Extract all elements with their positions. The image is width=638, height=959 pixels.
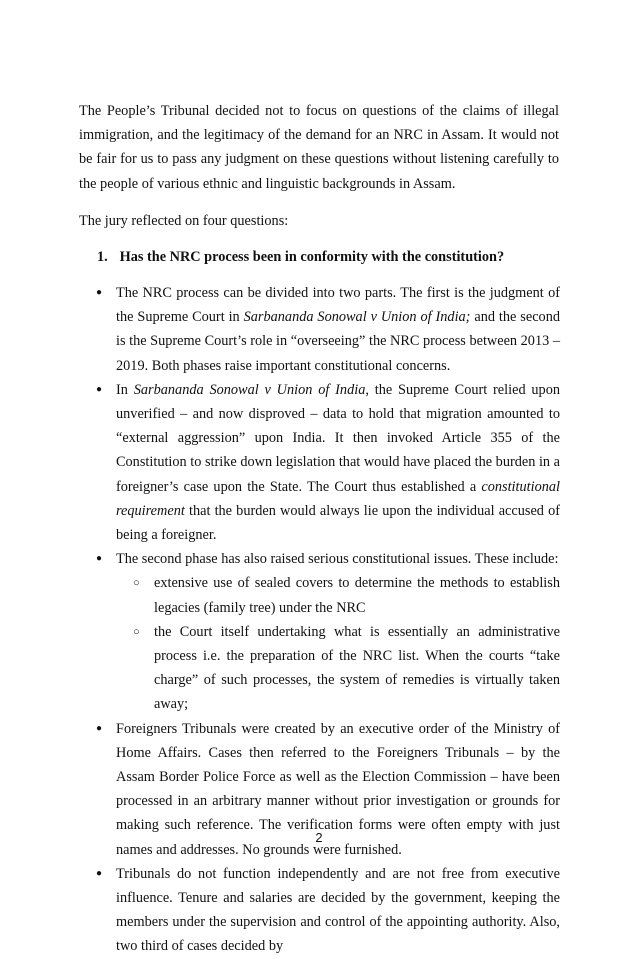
bullet-text: Foreigners Tribunals were created by an executive order of the Ministry of Home Affairs. Cases then referred to the Foreigners Tribunals – by the Assam Border Police Force as well as the Election Commission – have been processed in an arbitrary manner without prior investigation or grounds for making such reference. The verification forms were often empty with just names and addresses. No grounds were furnished. — [116, 720, 560, 858]
bullet-icon: ● — [96, 383, 103, 395]
lead-paragraph: The jury reflected on four questions: — [79, 213, 289, 229]
bullet-icon: ● — [96, 867, 103, 879]
bullet-text: , the Supreme Court relied upon unverified – and now disproved – data to hold that migration amounted to “external aggression” upon India. It then invoked Article 355 of the Constitution to strike down legislation that would have placed the burden in a foreigner’s case upon the State. The Court thus established a — [116, 381, 561, 495]
list-item — [0, 547, 560, 716]
bullet-text: Tribunals do not function independently and are not free from executive influence. Tenure and salaries are decided by the government, keeping the members under the supervision and control of the appointing authority. Also, two third of cases decided by — [116, 865, 560, 955]
bullet-icon: ● — [96, 722, 103, 734]
question-text: Has the NRC process been in conformity with the constitution? — [119, 249, 505, 265]
list-item — [0, 862, 560, 959]
emphasis-text: constitutional requirement — [116, 478, 560, 519]
bullet-text: In — [116, 381, 134, 398]
bullet-icon: ● — [96, 553, 103, 565]
sub-list-item — [116, 620, 560, 717]
list-item — [0, 281, 560, 378]
page-number: 2 — [315, 830, 323, 845]
case-name: Sarbananda Sonowal v Union of India; — [243, 309, 471, 326]
question-heading — [97, 245, 504, 269]
list-item — [0, 378, 560, 547]
sub-bullet-icon: ○ — [133, 625, 140, 638]
sub-bullet-icon: ○ — [133, 577, 140, 590]
bullet-list — [0, 281, 638, 959]
bullet-text: The second phase has also raised serious constitutional issues. These include: — [116, 551, 559, 568]
intro-paragraph: The People’s Tribunal decided not to focus on questions of the claims of illegal immigration, and the legitimacy of the demand for an NRC in Assam. It would not be fair for us to pass any judgment on these questions without listening carefully to the people of various ethnic and linguistic backgrounds in Assam. — [79, 103, 559, 192]
bullet-icon: ● — [96, 287, 103, 298]
bullet-text: that the burden would always lie upon the individual accused of being a foreigner. — [116, 502, 560, 544]
sub-bullet-list — [116, 571, 560, 716]
bullet-text: and the second is the Supreme Court’s role in “overseeing” the NRC process between 2013 – 2019. Both phases raise important constitutional concerns. — [116, 309, 560, 374]
question-number: 1. — [97, 249, 108, 265]
sub-bullet-text: the Court itself undertaking what is essentially an administrative process i.e. the preparation of the NRC list. When the courts “take charge” of such processes, the system of remedies is virtually taken away; — [154, 623, 560, 713]
bullet-text: The NRC process can be divided into two parts. The first is the judgment of the Supreme Court in — [116, 285, 560, 326]
sub-list-item — [116, 571, 560, 619]
case-name: Sarbananda Sonowal v Union of India — [133, 381, 366, 398]
sub-bullet-text: extensive use of sealed covers to determine the methods to establish legacies (family tree) under the NRC — [154, 575, 560, 616]
